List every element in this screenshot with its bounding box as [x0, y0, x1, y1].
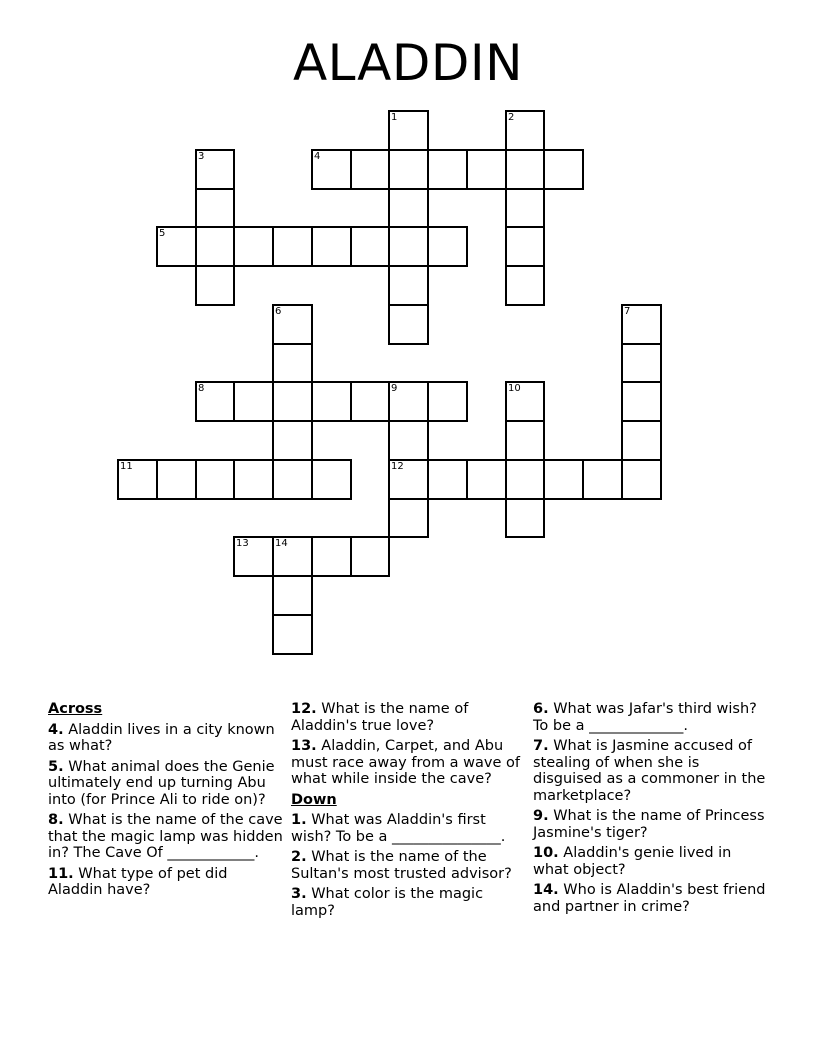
grid-cell[interactable]: [427, 381, 468, 422]
clue-down-9: 9. What is the name of Princess Jasmine's tiger?: [533, 808, 765, 841]
grid-cell[interactable]: [466, 459, 507, 500]
clue-number: 12: [391, 461, 404, 472]
clue-across-12: 12. What is the name of Aladdin's true love?: [291, 701, 469, 734]
grid-cell[interactable]: [388, 226, 429, 267]
clues-column-3: [533, 701, 769, 919]
grid-cell[interactable]: [272, 536, 313, 577]
grid-cell[interactable]: [195, 226, 235, 267]
clue-down-3: 3. What color is the magic lamp?: [291, 886, 484, 919]
grid-cell[interactable]: [156, 459, 197, 500]
grid-cell[interactable]: [582, 459, 623, 500]
grid-cell[interactable]: [350, 226, 390, 267]
clue-number: 6: [275, 306, 282, 317]
grid-cell[interactable]: [505, 149, 545, 190]
grid-cell[interactable]: [388, 381, 429, 422]
clue-across-5: 5. What animal does the Genie ultimately end up turning Abu into (for Prince Ali to ride on)?: [48, 758, 275, 808]
grid-cell[interactable]: [233, 226, 274, 267]
grid-cell[interactable]: [388, 459, 429, 500]
clue-number: 10: [508, 383, 521, 394]
grid-cell[interactable]: [388, 265, 429, 306]
grid-cell[interactable]: [350, 536, 390, 577]
grid-cell[interactable]: [272, 304, 313, 345]
grid-cell[interactable]: [233, 381, 274, 422]
clues-column-2: [291, 701, 527, 923]
grid-cell[interactable]: [272, 381, 313, 422]
down-heading: Down: [291, 791, 337, 808]
grid-cell[interactable]: [272, 343, 313, 383]
grid-cell[interactable]: [117, 459, 158, 500]
grid-cell[interactable]: [195, 459, 235, 500]
grid-cell[interactable]: [272, 420, 313, 461]
grid-cell[interactable]: [272, 459, 313, 500]
grid-cell[interactable]: [388, 420, 429, 461]
clue-across-11: 11. What type of pet did Aladdin have?: [48, 865, 228, 898]
grid-cell[interactable]: [272, 575, 313, 616]
grid-cell[interactable]: [505, 498, 545, 538]
grid-cell[interactable]: [195, 188, 235, 228]
grid-cell[interactable]: [621, 459, 662, 500]
grid-cell[interactable]: [505, 459, 545, 500]
clue-across-4: 4. Aladdin lives in a city known as what?: [48, 721, 275, 754]
clue-down-7: 7. What is Jasmine accused of stealing of when she is disguised as a commoner in the marketplace?: [533, 738, 766, 804]
grid-cell[interactable]: [388, 149, 429, 190]
clue-number: 11: [120, 461, 133, 472]
grid-cell[interactable]: [505, 110, 545, 151]
grid-cell[interactable]: [505, 420, 545, 461]
clue-number: 1: [391, 112, 398, 123]
grid-cell[interactable]: [388, 304, 429, 345]
grid-cell[interactable]: [195, 149, 235, 190]
grid-cell[interactable]: [621, 304, 662, 345]
across-heading: Across: [48, 701, 103, 717]
grid-cell[interactable]: [621, 381, 662, 422]
grid-cell[interactable]: [195, 265, 235, 306]
clue-across-8: 8. What is the name of the cave that the magic lamp was hidden in? The Cave Of ____________.: [48, 812, 283, 861]
clue-number: 2: [508, 112, 515, 123]
grid-cell[interactable]: [311, 536, 352, 577]
clue-down-14: 14. Who is Aladdin's best friend and partner in crime?: [533, 882, 766, 915]
puzzle-title: ALADDIN: [292, 34, 524, 92]
clue-number: 7: [624, 306, 631, 317]
grid-cell[interactable]: [311, 381, 352, 422]
clue-number: 13: [236, 538, 249, 549]
grid-cell[interactable]: [388, 188, 429, 228]
clue-number: 9: [391, 383, 398, 394]
grid-cell[interactable]: [427, 226, 468, 267]
grid-cell[interactable]: [505, 265, 545, 306]
grid-cell[interactable]: [427, 459, 468, 500]
grid-cell[interactable]: [350, 149, 390, 190]
grid-cell[interactable]: [350, 381, 390, 422]
clue-across-13: 13. Aladdin, Carpet, and Abu must race away from a wave of what while inside the cave?: [291, 738, 521, 787]
clues-column-1: [48, 701, 284, 903]
grid-cell[interactable]: [195, 381, 235, 422]
clue-number: 8: [198, 383, 205, 394]
clue-number: 3: [198, 151, 205, 162]
grid-cell[interactable]: [311, 226, 352, 267]
clue-down-6: 6. What was Jafar's third wish? To be a _____________.: [533, 701, 757, 734]
clue-number: 4: [314, 151, 321, 162]
grid-cell[interactable]: [543, 459, 584, 500]
grid-cell[interactable]: [272, 614, 313, 655]
clue-number: 5: [159, 228, 166, 239]
grid-cell[interactable]: [427, 149, 468, 190]
grid-cell[interactable]: [233, 459, 274, 500]
grid-cell[interactable]: [388, 110, 429, 151]
grid-cell[interactable]: [311, 459, 352, 500]
clue-down-2: 2. What is the name of the Sultan's most trusted advisor?: [291, 849, 512, 882]
clue-down-1: 1. What was Aladdin's first wish? To be a _______________.: [291, 812, 506, 845]
grid-cell[interactable]: [505, 226, 545, 267]
clue-number: 14: [275, 538, 288, 549]
grid-cell[interactable]: [311, 149, 352, 190]
grid-cell[interactable]: [621, 343, 662, 383]
grid-cell[interactable]: [505, 381, 545, 422]
grid-cell[interactable]: [466, 149, 507, 190]
grid-cell[interactable]: [272, 226, 313, 267]
grid-cell[interactable]: [156, 226, 197, 267]
grid-cell[interactable]: [505, 188, 545, 228]
grid-cell[interactable]: [388, 498, 429, 538]
grid-cell[interactable]: [621, 420, 662, 461]
clue-down-10: 10. Aladdin's genie lived in what object?: [533, 845, 732, 878]
grid-cell[interactable]: [543, 149, 584, 190]
grid-cell[interactable]: [233, 536, 274, 577]
